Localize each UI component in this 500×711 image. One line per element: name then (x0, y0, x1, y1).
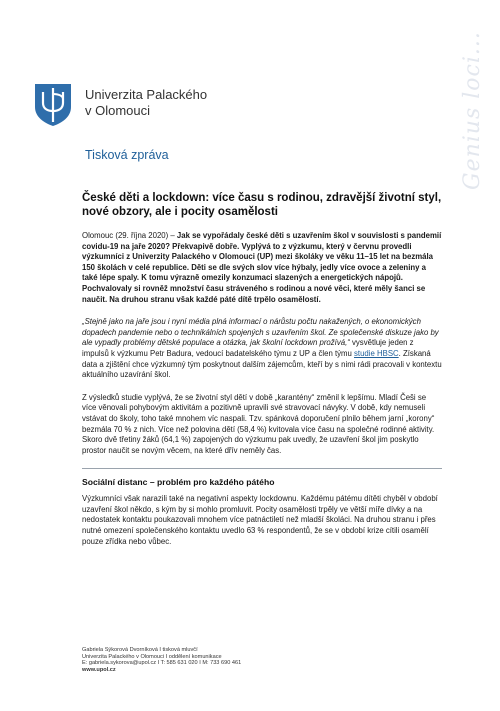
lead-text: Jak se vypořádaly české děti s uzavřením škol v souvislosti s pandemií covidu-19 na jaře 2020? Překvapivě dobře. Vyplývá to z výzkumu, který v červnu provedli výzkumníci z Univerzity Palackého v Olomouci (UP) mezi školáky ve věku 11–15 let na bezmála 150 školách v celé republice. Děti se dle svých slov více hýbaly, jedly více ovoce a zeleniny a také lépe spaly. K tomu výrazně omezily konzumaci slazených a energetických nápojů. Pochvalovaly si rovněž množství času stráveného s rodinou a nové věci, které měly šanci se naučit. Na druhou stranu však každé páté dítě trpělo osamělostí. (82, 231, 442, 304)
article-body (82, 191, 442, 559)
hbsc-study-link[interactable]: studie HBSC (354, 348, 399, 358)
lead-dateline: Olomouc (29. října 2020) – (82, 231, 175, 240)
footer-contact-details: E: gabriela.sykorova@upol.cz I T: 585 631 020 I M: 733 690 461 (82, 660, 242, 667)
lead-paragraph (82, 231, 442, 305)
section-heading: Sociální distanc – problém pro každého pátého (82, 477, 275, 488)
genius-loci-watermark: Genius loci... (460, 31, 485, 190)
footer-contact-name: Gabriela Sýkorová Dvorníková I tisková mluvčí (82, 647, 198, 653)
quote-attribution: vysvětluje jeden z impulsů k výzkumu Petr Badura, vedoucí badatelského týmu z UP a člen týmu (82, 338, 414, 358)
contact-footer (82, 647, 241, 674)
quote-attribution-end: . Získaná data a zjištění chce výzkumný tým poskytnout dalším zájemcům, kteří by s nimi rádi pracovali v kontextu aktuálního uzavírání škol. (82, 348, 442, 380)
social-distance-paragraph: Výzkumníci však narazili také na negativní aspekty lockdownu. Každému pátému dítěti chyběl v období uzavření škol někdo, s kým by si mohlo promluvit. Pocity osamělosti trpěly ve větší míře dívky a na nedostatek kontaktu poukazovali mnohem více patnáctiletí než mladší školáci. Na druhou stranu i přes nutné omezení společenského kontaktu uvedlo 63 % respondentů, že se v období krize cítili osamělí pouze zřídka nebo vůbec. (82, 494, 438, 546)
quote-text: „Stejně jako na jaře jsou i nyní média plná informací o nárůstu počtu nakažených, o ekonomických dopadech pandemie nebo o technikálních spojených s uzavřením škol. Ze společenské diskuze jako by ale vypadly problémy dětské populace a otázka, jak školní lockdown prožívá,“ (82, 317, 439, 348)
results-paragraph: Z výsledků studie vyplývá, že se životní styl dětí v době „karantény“ změnil k lepšímu. Mladí Češi se více věnovali pohybovým aktivitám a pozitivně upravili své stravovací návyky. V době, kdy nemuseli vstávat do školy, toho také mnohem víc naspali. Tzv. spánková doporučení plnilo během jarní „korony“ bezmála 70 % z nich. Více než polovina dětí (58,4 %) kvitovala více času na společné rodinné aktivity. Skoro dvě třetiny žáků (64,1 %) zapojených do výzkumu pak uvedly, že uzavření škol jim poskytlo prostor naučit se novým věcem, na které dřív neměly čas. (82, 392, 435, 455)
university-name (85, 87, 207, 119)
document-type-label: Tisková zpráva (85, 148, 169, 162)
quote-paragraph (82, 317, 442, 381)
university-logo-icon (34, 83, 72, 127)
article-title: České děti a lockdown: více času s rodinou, zdravější životní styl, nové obzory, ale i pocity osamělosti (82, 192, 442, 218)
section-divider (82, 468, 442, 469)
footer-website-link[interactable]: www.upol.cz (82, 667, 116, 674)
university-name-line1: Univerzita Palackého (85, 87, 208, 102)
university-name-line2: v Olomouci (85, 103, 151, 118)
footer-department: Univerzita Palackého v Olomouci I oddělení komunikace (82, 653, 222, 660)
